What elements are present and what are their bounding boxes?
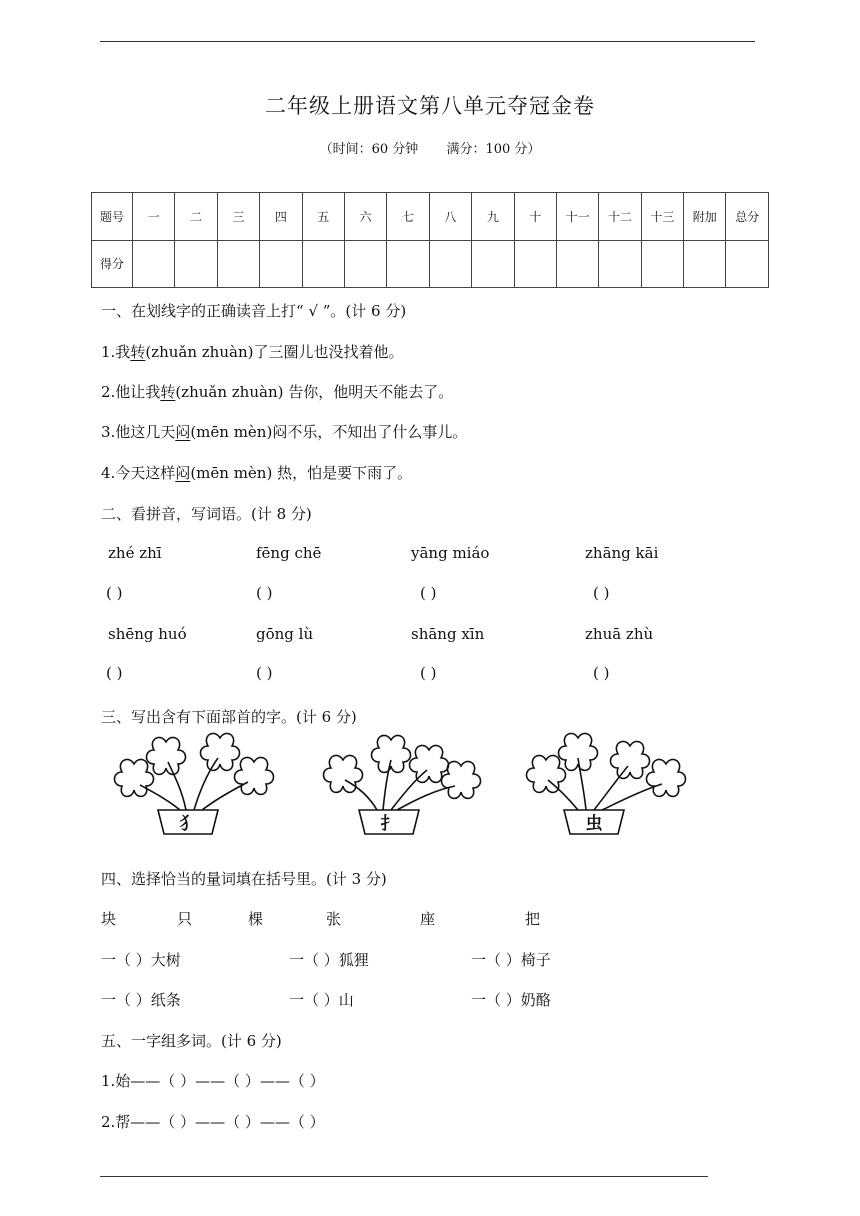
col-total: 总分 (726, 193, 769, 241)
pinyin: zhé zhī (108, 544, 162, 562)
item-text: (zhuǎn zhuàn)了三圈儿也没找着他。 (145, 343, 404, 361)
bottom-rule (100, 1176, 708, 1177)
fill-in-item[interactable]: 一（ ）大树 (101, 951, 181, 969)
col-5: 五 (302, 193, 344, 241)
score-cell[interactable] (641, 240, 683, 288)
item-text: 2.他让我 (101, 383, 161, 401)
underlined-char: 转 (160, 383, 176, 401)
answer-blank[interactable]: ( ) (593, 584, 610, 602)
pinyin: shēng huó (108, 625, 187, 643)
fill-in-item[interactable]: 一（ ）山 (289, 991, 354, 1009)
score-cell[interactable] (472, 240, 514, 288)
question-item (101, 421, 467, 442)
question-item (101, 341, 403, 362)
col-2: 二 (175, 193, 217, 241)
item-text: 4.今天这样 (101, 464, 176, 482)
col-13: 十三 (641, 193, 683, 241)
measure-word: 只 (177, 910, 193, 928)
item-text: (mēn mèn) 热，怕是要下雨了。 (190, 464, 413, 482)
question-item (101, 381, 453, 402)
col-11: 十一 (556, 193, 598, 241)
item-text: (mēn mèn)闷不乐，不知出了什么事儿。 (190, 423, 468, 441)
pinyin: zhuā zhù (585, 625, 654, 643)
measure-word: 座 (420, 910, 436, 928)
fill-in-item[interactable]: 一（ ）奶酪 (471, 991, 551, 1009)
col-7: 七 (387, 193, 429, 241)
score-table (91, 192, 769, 288)
flowerpot-illustration (108, 730, 288, 840)
question-item (101, 462, 412, 483)
full-score: 满分：100 分） (446, 142, 541, 157)
time-limit: （时间：60 分钟 (319, 142, 419, 157)
score-cell[interactable] (260, 240, 302, 288)
score-cell[interactable] (217, 240, 259, 288)
answer-blank[interactable]: ( ) (420, 584, 437, 602)
answer-blank[interactable]: ( ) (106, 664, 123, 682)
pinyin: yāng miáo (411, 544, 490, 562)
score-cell[interactable] (175, 240, 217, 288)
score-cell[interactable] (302, 240, 344, 288)
fill-in-item[interactable]: 一（ ）椅子 (471, 951, 551, 969)
radical-label: 犭 (179, 814, 197, 834)
score-cell[interactable] (344, 240, 386, 288)
score-table-score-row (92, 240, 769, 288)
measure-word: 张 (326, 910, 342, 928)
measure-word: 块 (101, 910, 117, 928)
pinyin: shāng xīn (411, 625, 485, 643)
score-cell[interactable] (556, 240, 598, 288)
score-table-header-row (92, 193, 769, 241)
col-3: 三 (217, 193, 259, 241)
section5-heading: 五、一字组多词。(计 6 分) (101, 1032, 282, 1050)
answer-blank[interactable]: ( ) (106, 584, 123, 602)
pinyin: fēng chē (256, 544, 322, 562)
col-10: 十 (514, 193, 556, 241)
word-group-item[interactable]: 1.始——（ ）——（ ）——（ ） (101, 1072, 325, 1090)
pinyin: gōng lù (256, 625, 314, 643)
score-cell[interactable] (429, 240, 471, 288)
exam-info (0, 138, 860, 157)
score-cell[interactable] (599, 240, 641, 288)
page-title: 二年级上册语文第八单元夺冠金卷 (265, 94, 595, 118)
item-text: 3.他这几天 (101, 423, 176, 441)
measure-word: 把 (525, 910, 541, 928)
score-cell[interactable] (726, 240, 769, 288)
radical-label: 扌 (380, 814, 398, 834)
answer-blank[interactable]: ( ) (420, 664, 437, 682)
measure-word: 棵 (248, 910, 264, 928)
score-label: 得分 (92, 240, 133, 288)
col-8: 八 (429, 193, 471, 241)
col-12: 十二 (599, 193, 641, 241)
radical-label: 虫 (585, 814, 603, 834)
word-group-item[interactable]: 2.帮——（ ）——（ ）——（ ） (101, 1113, 325, 1131)
answer-blank[interactable]: ( ) (593, 664, 610, 682)
header-label: 题号 (92, 193, 133, 241)
col-9: 九 (472, 193, 514, 241)
section3-heading: 三、写出含有下面部首的字。(计 6 分) (101, 708, 357, 726)
top-rule (100, 41, 755, 42)
score-cell[interactable] (514, 240, 556, 288)
fill-in-item[interactable]: 一（ ）狐狸 (289, 951, 369, 969)
answer-blank[interactable]: ( ) (256, 664, 273, 682)
answer-blank[interactable]: ( ) (256, 584, 273, 602)
underlined-char: 闷 (175, 423, 191, 441)
flowerpot-illustration (315, 730, 495, 840)
score-cell[interactable] (387, 240, 429, 288)
col-6: 六 (344, 193, 386, 241)
underlined-char: 转 (130, 343, 146, 361)
section4-heading: 四、选择恰当的量词填在括号里。(计 3 分) (101, 870, 387, 888)
section2-heading: 二、看拼音，写词语。(计 8 分) (101, 505, 312, 523)
flowerpot-illustration (518, 730, 698, 840)
col-4: 四 (260, 193, 302, 241)
item-text: 1.我 (101, 343, 131, 361)
section1-heading: 一、在划线字的正确读音上打“ √ ”。(计 6 分) (101, 302, 407, 320)
fill-in-item[interactable]: 一（ ）纸条 (101, 991, 181, 1009)
pinyin: zhāng kāi (585, 544, 659, 562)
score-cell[interactable] (684, 240, 726, 288)
score-cell[interactable] (133, 240, 175, 288)
item-text: (zhuǎn zhuàn) 告你，他明天不能去了。 (175, 383, 454, 401)
col-1: 一 (133, 193, 175, 241)
underlined-char: 闷 (175, 464, 191, 482)
col-bonus: 附加 (684, 193, 726, 241)
